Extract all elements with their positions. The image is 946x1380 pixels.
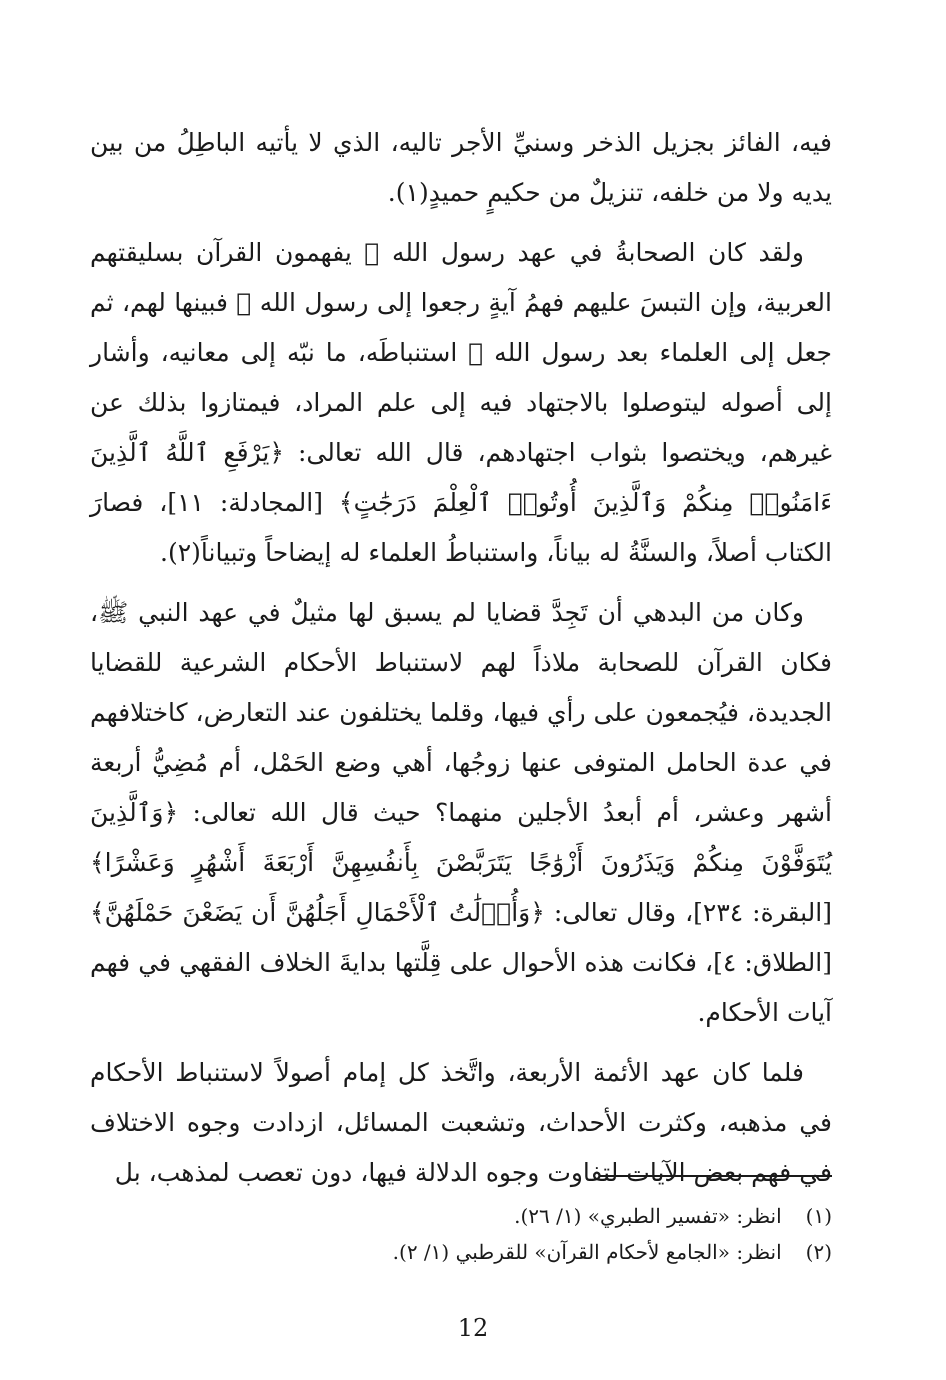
footnote-2 [90,1234,832,1270]
paragraph-1: فيه، الفائز بجزيل الذخر وسنيِّ الأجر تاليه، الذي لا يأتيه الباطِلُ من بين يديه ولا من خلفه، تنزيلٌ من حكيمٍ حميدٍ(١). [90,128,832,207]
paragraph-4: فلما كان عهد الأئمة الأربعة، واتَّخذ كل إمام أصولاً لاستنباط الأحكام في مذهبه، وكثرت الأحداث، وتشعبت المسائل، ازدادت وجوه الاختلاف في فهم بعض الآيات لتفاوت وجوه الدلالة فيها، دون تعصب لمذهب، بل [90,1058,832,1187]
paragraph-2: ولقد كان الصحابةُ في عهد رسول الله ﷺ يفهمون القرآن بسليقتهم العربية، وإن التبسَ عليهم فهمُ آيةٍ رجعوا إلى رسول الله ﷺ فبينها لهم، ثم جعل إلى العلماء بعد رسول الله ﷺ استنباطَه، ما نبّه إلى معانيه، وأشار إلى أصوله ليتوصلوا بالاجتهاد فيه إلى علم المراد، فيمتازوا بذلك عن غيرهم، ويختصوا بثواب اجتهادهم، قال الله تعالى: ﴿يَرْفَعِ ٱللَّهُ ٱلَّذِينَ ءَامَنُوا۟ مِنكُمْ وَٱلَّذِينَ أُوتُوا۟ ٱلْعِلْمَ دَرَجَٰتٍ﴾ [المجادلة: ١١]، فصارَ الكتاب أصلاً، والسنَّةُ له بياناً، واستنباطُ العلماء له إيضاحاً وتبياناً(٢). [90,238,833,567]
page-body [90,118,832,1198]
footnote-1-number: (١) [805,1204,832,1228]
footnote-divider [600,1175,832,1177]
page-number: 12 [457,1314,489,1342]
footnote-2-text: انظر: «الجامع لأحكام القرآن» للقرطبي (١/ ٢). [392,1240,782,1264]
footnote-1 [90,1198,832,1234]
footnotes [90,1198,832,1270]
footnote-1-text: انظر: «تفسير الطبري» (١/ ٢٦). [514,1204,782,1228]
footnote-2-number: (٢) [805,1240,832,1264]
paragraph-3: وكان من البدهي أن تَجِدَّ قضايا لم يسبق لها مثيلٌ في عهد النبي ﷺ، فكان القرآن للصحابة ملاذاً لهم لاستنباط الأحكام الشرعية للقضايا الجديدة، فيُجمعون على رأي فيها، وقلما يختلفون عند التعارض، كاختلافهم في عدة الحامل المتوفى عنها زوجُها، أهي وضع الحَمْل، أم مُضِيُّ أربعة أشهر وعشر، أم أبعدُ الأجلين منهما؟ حيث قال الله تعالى: ﴿وَٱلَّذِينَ يُتَوَفَّوْنَ مِنكُمْ وَيَذَرُونَ أَزْوَٰجًا يَتَرَبَّصْنَ بِأَنفُسِهِنَّ أَرْبَعَةَ أَشْهُرٍ وَعَشْرًا﴾ [البقرة: ٢٣٤]، وقال تعالى: ﴿وَأُو۟لَٰتُ ٱلْأَحْمَالِ أَجَلُهُنَّ أَن يَضَعْنَ حَمْلَهُنَّ﴾ [الطلاق: ٤]، فكانت هذه الأحوال على قِلَّتها بدايةَ الخلاف الفقهي في فهم آيات الأحكام. [90,598,832,1027]
